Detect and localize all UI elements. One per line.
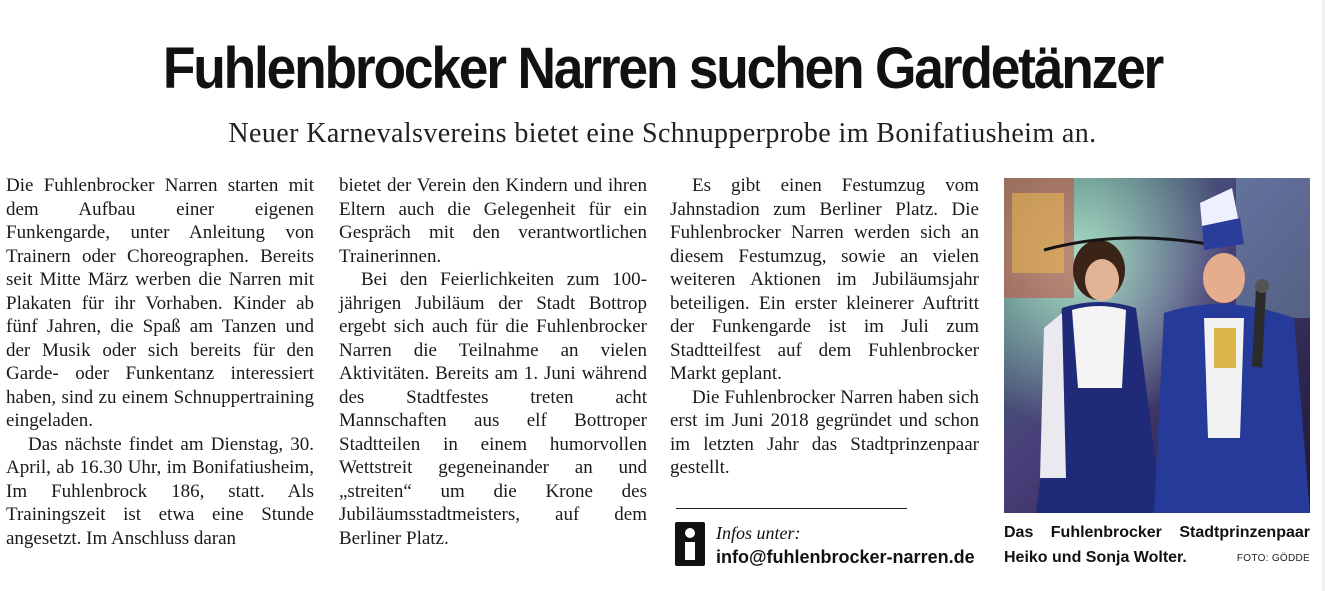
info-icon [675,522,705,566]
subheadline: Neuer Karnevalsvereins bietet eine Schnupperprobe im Bonifatiusheim an. [228,118,1097,149]
photo-credit: FOTO: GÖDDE [1236,553,1310,564]
paragraph: Die Fuhlenbrocker Narren haben sich erst im Juni 2018 gegründet und schon im letzten Jahr das Stadtprinzenpaar gestellt. [670,386,979,478]
headline: Fuhlenbrocker Narren suchen Gardetänzer [162,36,1163,101]
paragraph: Es gibt einen Festumzug vom Jahnstadion zum Berliner Platz. Die Fuhlenbrocker Narren werden sich an diesem Festumzug, sowie an vielen weiteren Aktionen im Jubiläumsjahr beteiligen. Ein erster kleinerer Auftritt der Funkengarde ist im Juli zum Stadtteilfest auf dem Fuhlenbrocker Markt geplant. [670,175,979,384]
caption-line-1: Das Fuhlenbrocker Stadtprinzenpaar [1004,524,1310,541]
info-divider [676,508,907,509]
paragraph: bietet der Verein den Kindern und ihren Eltern auch die Gelegenheit für ein Gespräch mit den verantwortlichen Trainerinnen. [339,175,647,267]
article-column-3 [670,174,979,480]
photo-illustration [1004,178,1310,513]
paragraph: Die Fuhlenbrocker Narren starten mit dem Aufbau einer eigenen Funkengarde, unter Anleitung von Trainern oder Choreographen. Bereits seit Mitte März werben die Narren mit Plakaten für ihr Vorhaben. Kinder ab fünf Jahren, die Spaß am Tanzen und der Musik oder sich bereits für den Garde- oder Funkentanz interessiert haben, sind zu einem Schnuppertraining eingeladen. [6,175,314,431]
info-box [716,521,976,569]
paragraph: Das nächste findet am Dienstag, 30. April, ab 16.30 Uhr, im Bonifatiusheim, Im Fuhlenbrock 186, statt. Als Trainingszeit ist etwa eine Stunde angesetzt. Im Anschluss daran [6,433,314,549]
info-label: Infos unter: [716,523,801,543]
info-email-link[interactable]: info@fuhlenbrocker-narren.de [716,547,975,567]
caption-line-2: Heiko und Sonja Wolter. [1004,549,1187,566]
paragraph: Bei den Feierlichkeiten zum 100-jährigen Jubiläum der Stadt Bottrop ergebt sich auch für die Fuhlenbrocker Narren die Teilnahme an vielen Aktivitäten. Bereits am 1. Juni während des Stadtfestes treten acht Mannschaften aus elf Bottroper Stadtteilen in einem humorvollen Wettstreit gegeneinander an und „streiten“ um die Krone des Jubiläumsstadtmeisters, auf dem Berliner Platz. [339,269,647,549]
article-column-1 [6,174,314,550]
article-column-2 [339,174,647,550]
article-photo [1004,178,1310,513]
